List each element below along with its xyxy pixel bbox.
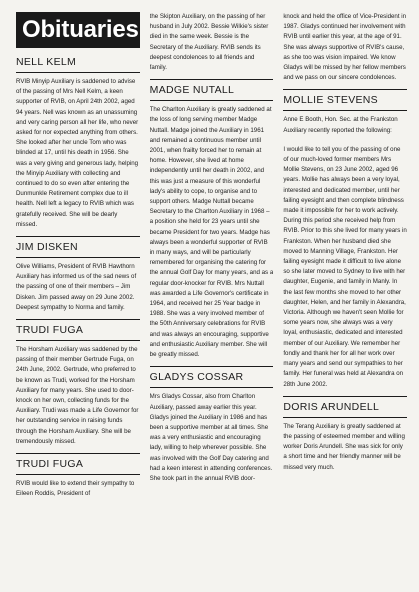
obituary-section bbox=[283, 12, 407, 83]
obituary-paragraph: Anne E Booth, Hon. Sec. at the Frankston Auxiliary recently reported the following: bbox=[283, 116, 398, 134]
obituary-heading: TRUDI FUGA bbox=[16, 453, 140, 475]
obituary-paragraph: I would like to tell you of the passing of one of our much-loved former members Mrs Mollie Stevens, on 23 June 2002, aged 96 years. Mollie has always been a very loyal, interested and dedicated member, until her failing eyesight and then complete blindness made it impossible for her to work actively. During this period she received help from RVIB. Prior to this she lived for many years in Frankston. When her husband died she moved to Manning Village, Frankston. Her failing eyesight made it difficult to live alone so she later moved to Sydney to live with her daughter, Eugenie, and family in Manly. In the last few months she moved to her other daughter, Helen, and her family in Alexandra, Victoria. Although we haven't seen Mollie for some years now, she always was a very loyal, enthusiastic, dedicated and interested member of our Auxiliary. We remember her fondly and thank her for all her work over many years and send our sympathies to her family. Her funeral was held at Alexandra on 28th June 2002. bbox=[283, 145, 407, 388]
obituary-paragraph: The Terang Auxiliary is greatly saddened at the passing of esteemed member and willing worker Doris Arundell. She was sick for only a short time and her friendly manner will be missed very much. bbox=[283, 422, 405, 471]
obituary-heading: GLADYS COSSAR bbox=[150, 366, 274, 388]
obituary-heading: DORIS ARUNDELL bbox=[283, 396, 407, 418]
obituary-heading: JIM DISKEN bbox=[16, 236, 140, 258]
obituary-paragraph: Mrs Gladys Cossar, also from Charlton Auxiliary, passed away earlier this year. Gladys joined the Auxiliary in 1986 and has been a supportive member at all times. She was a very enthusiastic and encouraging lady, willing to help wherever possible. She was involved with the Golf Day catering and had a keen interest in attending conferences. She took part in the annual RVIB door- bbox=[149, 393, 273, 482]
obituary-heading: NELL KELM bbox=[16, 56, 140, 73]
obituary-section bbox=[150, 12, 274, 73]
obituary-paragraph: RVIB Minyip Auxiliary is saddened to advise of the passing of Mrs Nell Kelm, a keen supporter of RVIB, on April 24th 2002, aged 94 years. Nell was known as an unassuming and very caring person all her life, who never asked for nor expected anything from others. She looked after her uncle Tom who was blinded at 17, until his death in 1956. She was a very giving and generous lady, helping the Minyip Auxiliary with collecting and continued to do so even after entering the Dunmunkle Retirement complex due to ill health. Nell left a legacy to RVIB which was gratefully received. She will be dearly missed. bbox=[16, 78, 139, 228]
obituary-heading: MOLLIE STEVENS bbox=[283, 89, 407, 111]
obituary-paragraph: Olive Williams, President of RVIB Hawthorn Auxiliary has informed us of the sad news of the passing of one of their members – Jim Disken. Jim passed away on 29 June 2002. Deepest sympathy to Norma and family. bbox=[16, 263, 137, 311]
obituary-paragraph: The Horsham Auxiliary was saddened by the passing of their member Gertrude Fuga, on 24th June, 2002. Gertrude, who preferred to be known as Trudi, worked for the Horsham Auxiliary for many years. She used to door-knock on her own, collecting funds for the Auxiliary. Trudi was made a Life Governor for her outstanding service in raising funds through the Horsham Auxiliary. She will be tremendously missed. bbox=[16, 346, 139, 445]
column-1 bbox=[16, 12, 140, 592]
obituary-section bbox=[16, 319, 140, 447]
obituary-paragraph: the Skipton Auxiliary, on the passing of her husband in July 2002. Bessie Wilkie's sister died in the same week. Bessie is the Secretary of the Auxiliary. RVIB sends its deepest condolences to all friends and family. bbox=[149, 13, 269, 72]
obituary-heading: TRUDI FUGA bbox=[16, 319, 140, 341]
article-columns bbox=[16, 12, 407, 592]
obituary-section bbox=[16, 236, 140, 313]
obituary-section bbox=[16, 56, 140, 230]
column-3 bbox=[283, 12, 407, 592]
obituary-paragraph: RVIB would like to extend their sympathy to Eileen Roddis, President of bbox=[16, 480, 135, 498]
obituary-section bbox=[150, 366, 274, 484]
column-2 bbox=[150, 12, 274, 592]
obituary-paragraph: knock and held the office of Vice-President in 1987. Gladys continued her involvement with RVIB until earlier this year, at the age of 91. She was always supportive of RVIB's cause, as she too was vision impaired. We know Gladys will be missed by her fellow members and we pass on our sincere condolences. bbox=[283, 13, 407, 82]
obituaries-masthead: Obituaries bbox=[16, 12, 140, 48]
obituary-section bbox=[283, 89, 407, 389]
obituary-heading: MADGE NUTALL bbox=[150, 79, 274, 101]
obituary-paragraph: The Charlton Auxiliary is greatly saddened at the loss of long serving member Madge Nuttall. Madge joined the Auxiliary in 1961 and remained a continuous member until 2001, when frailty forced her to remain at home. However, she lived at home independently until her death in 2002, and this was just a measure of this wonderful lady's ability to cope, to organise and to support others. Madge Nuttall became Secretary to the Charlton Auxiliary in 1968 – a position she held for 23 years until she became President for two years. Madge has always been a wonderful supporter of RVIB in many ways, and will be particularly remembered for organising the catering for the annual Golf Day for many years, and as a regular door-knocker for RVIB. Mrs Nuttall was awarded a Life Governor's certificate in 1964, and received her 25 Year badge in 1988. She was a very involved member of the 50th Anniversary celebrations for RVIB and was always an encouraging, supportive and enthusiastic Auxiliary member. She will be greatly missed. bbox=[149, 106, 274, 359]
obituary-section bbox=[283, 396, 407, 473]
obituary-section bbox=[16, 453, 140, 499]
obituary-section bbox=[150, 79, 274, 360]
